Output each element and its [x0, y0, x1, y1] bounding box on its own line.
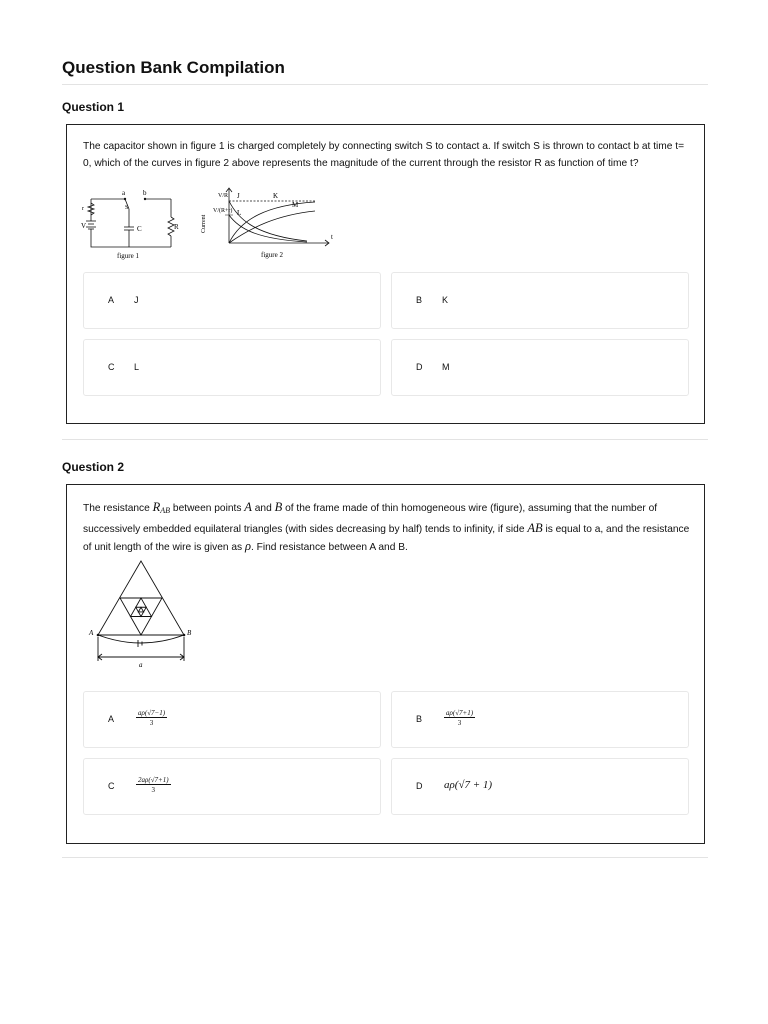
- question-1-option-c[interactable]: [83, 339, 381, 396]
- label-b-point: B: [187, 629, 192, 637]
- page-title: Question Bank Compilation: [62, 58, 285, 77]
- question-2-figure: [87, 557, 207, 673]
- question-1-heading: Question 1: [62, 100, 125, 114]
- label-s: S: [125, 205, 129, 211]
- option-fraction: $\frac{2a\rho(√7+1)}{3}$: [138, 776, 169, 794]
- label-side-a: a: [139, 661, 143, 669]
- question-2-option-a[interactable]: [83, 691, 381, 748]
- option-fraction: $\frac{a\rho(√7-1)}{3}$: [138, 709, 166, 727]
- question-1-divider: [62, 439, 708, 440]
- curve-label-k: K: [273, 192, 279, 200]
- label-c: C: [137, 225, 142, 233]
- math-rho: ρ: [244, 539, 251, 553]
- figure-2-ylabel-top: V/R: [218, 193, 229, 199]
- question-1-option-a[interactable]: [83, 272, 381, 329]
- curve-label-j: J: [237, 192, 240, 200]
- option-letter: D: [416, 362, 423, 372]
- label-a: a: [122, 189, 126, 197]
- question-1-card: [66, 124, 705, 424]
- question-2-option-c[interactable]: [83, 758, 381, 815]
- question-1-figure-2: [197, 185, 337, 261]
- option-text: K: [442, 295, 449, 305]
- question-1-figure-1: [81, 189, 191, 261]
- option-letter: B: [416, 714, 423, 724]
- option-text: L: [134, 362, 140, 372]
- option-letter: C: [108, 781, 115, 791]
- option-fraction: $\frac{a\rho(√7+1)}{3}$: [446, 709, 474, 727]
- option-letter: C: [108, 362, 115, 372]
- math-a: A: [244, 500, 252, 514]
- option-text: J: [134, 295, 139, 305]
- question-2-heading: Question 2: [62, 460, 125, 474]
- question-2-divider: [62, 857, 708, 858]
- question-2-option-d[interactable]: [391, 758, 689, 815]
- question-1-option-b[interactable]: [391, 272, 689, 329]
- label-a-point: A: [89, 629, 94, 637]
- question-1-text: The capacitor shown in figure 1 is charged completely by connecting switch S to contact a. If switch S is thrown to contact b at time t= 0, which of the curves in figure 2 above represents the magnitude of the current through the resistor R as function of time t?: [83, 141, 685, 169]
- question-2-option-b[interactable]: [391, 691, 689, 748]
- option-letter: A: [108, 714, 115, 724]
- question-1-option-d[interactable]: [391, 339, 689, 396]
- question-2-text: The resistance $R_{AB}$ between points A and B of the frame made of thin homogeneous wire (figure), assuming that the number of successively embedded equilateral triangles (with sides decreasing by half) tends to infinity, if side AB is equal to a, and the resistance of unit length of the wire is given as ρ. Find resistance between A and B.: [83, 500, 690, 553]
- math-ab-subscript: AB: [160, 506, 171, 515]
- label-r-resistor: R: [174, 223, 179, 231]
- title-divider: [62, 84, 708, 85]
- figure-2-xlabel: t: [331, 233, 333, 241]
- label-v: V: [81, 222, 87, 230]
- label-r-internal: r: [82, 206, 84, 212]
- question-2-card: [66, 484, 705, 844]
- curve-label-l: L: [237, 209, 242, 217]
- figure-2-ylabel: Current: [201, 214, 207, 233]
- label-b: b: [143, 189, 147, 197]
- figure-1-caption: figure 1: [117, 252, 139, 260]
- math-r: R: [152, 500, 161, 514]
- option-letter: A: [108, 295, 115, 305]
- option-letter: D: [416, 781, 423, 791]
- math-ab: AB: [527, 520, 543, 535]
- figure-2-ylabel-mid: V/(R+r): [213, 208, 233, 214]
- option-text: M: [442, 362, 450, 372]
- curve-label-m: M: [292, 201, 299, 209]
- option-expression: aρ(√7 + 1): [444, 779, 493, 791]
- option-letter: B: [416, 295, 423, 305]
- math-b: B: [274, 500, 283, 514]
- figure-2-caption: figure 2: [261, 251, 283, 259]
